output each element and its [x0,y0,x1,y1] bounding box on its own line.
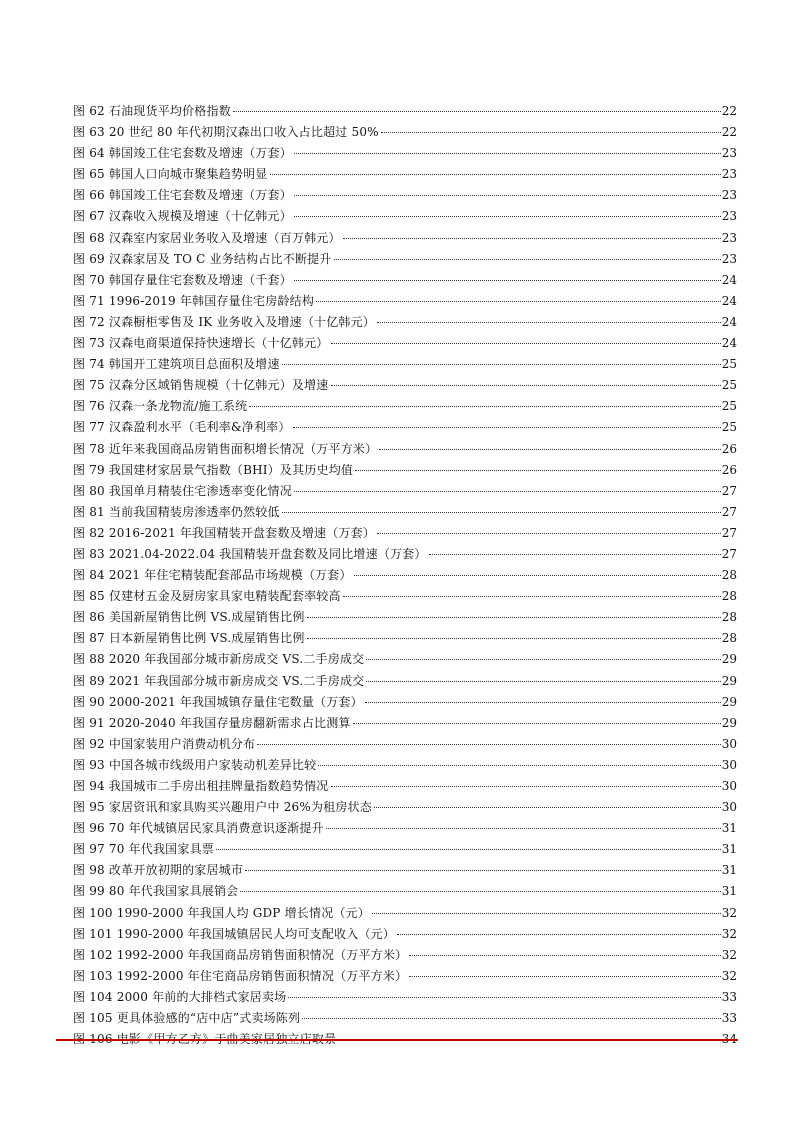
dot-leader [377,533,721,534]
toc-entry-page: 24 [721,336,737,351]
toc-entry-label: 图 106 电影《甲方乙方》于曲美家居独立店取景 [73,1032,337,1047]
dot-leader [302,1018,721,1019]
toc-entry[interactable] [73,713,737,734]
toc-entry-label: 图 66 韩国竣工住宅套数及增速（万套） [73,188,292,203]
dot-leader [355,470,721,471]
toc-entry-label: 图 98 改革开放初期的家居城市 [73,863,244,878]
toc-entry-page: 28 [721,610,737,625]
toc-entry-label: 图 65 韩国人口向城市聚集趋势明显 [73,167,268,182]
dot-leader [294,216,721,217]
toc-entry-page: 29 [721,715,737,730]
toc-entry-label: 图 73 汉森电商渠道保持快速增长（十亿韩元） [73,336,329,351]
toc-entry-label: 图 81 当前我国精装房渗透率仍然较低 [73,504,280,519]
dot-leader [331,385,721,386]
toc-entry-label: 图 64 韩国竣工住宅套数及增速（万套） [73,146,292,161]
toc-entry[interactable] [73,565,737,586]
dot-leader [293,427,721,428]
dot-leader [326,828,721,829]
toc-entry[interactable] [73,649,737,670]
toc-entry-label: 图 68 汉森室内家居业务收入及增速（百万韩元） [73,230,341,245]
toc-entry-page: 27 [721,483,737,498]
dot-leader [288,997,720,998]
dot-leader [249,406,720,407]
toc-entry[interactable] [73,881,737,902]
toc-entry-page: 27 [721,546,737,561]
toc-entry[interactable] [73,396,737,417]
toc-entry[interactable] [73,586,737,607]
toc-entry-page: 30 [721,757,737,772]
toc-entry[interactable] [73,249,737,270]
dot-leader [377,322,721,323]
toc-entry[interactable] [73,206,737,227]
toc-entry-page: 23 [721,251,737,266]
dot-leader [270,174,721,175]
toc-entry-page: 26 [721,462,737,477]
dot-leader [365,702,721,703]
toc-entry[interactable] [73,903,737,924]
dot-leader [372,913,721,914]
toc-entry[interactable] [73,185,737,206]
toc-entry-label: 图 83 2021.04-2022.04 我国精装开盘套数及同比增速（万套） [73,546,427,561]
dot-leader [233,111,721,112]
toc-entry[interactable] [73,1008,737,1029]
toc-entry[interactable] [73,839,737,860]
toc-entry[interactable] [73,101,737,122]
dot-leader [331,343,721,344]
toc-entry[interactable] [73,860,737,881]
toc-entry-label: 图 67 汉森收入规模及增速（十亿韩元） [73,209,292,224]
toc-entry-page: 22 [721,125,737,140]
bottom-rule [56,1039,738,1041]
toc-entry[interactable] [73,671,737,692]
dot-leader [282,512,721,513]
toc-entry-label: 图 90 2000-2021 年我国城镇存量住宅数量（万套） [73,694,363,709]
toc-entry-label: 图 102 1992-2000 年我国商品房销售面积情况（万平方米） [73,947,408,962]
toc-entry-label: 图 88 2020 年我国部分城市新房成交 VS.二手房成交 [73,652,365,667]
toc-entry[interactable] [73,354,737,375]
toc-entry-page: 30 [721,779,737,793]
toc-entry-page: 27 [721,504,737,519]
toc-entry-label: 图 105 更具体验感的“店中店”式卖场陈列 [73,1011,301,1026]
toc-entry-label: 图 80 我国单月精装住宅渗透率变化情况 [73,483,292,498]
toc-entry-page: 28 [721,631,737,646]
toc-entry-page: 34 [721,1032,737,1047]
toc-entry-label: 图 104 2000 年前的大排档式家居卖场 [73,989,287,1004]
toc-entry-label: 图 82 2016-2021 年我国精装开盘套数及增速（万套） [73,525,376,540]
toc-entry[interactable] [73,417,737,438]
toc-entry-page: 29 [721,694,737,709]
toc-entry-label: 图 94 我国城市二手房出租挂牌量指数趋势情况 [73,779,329,793]
dot-leader [294,280,721,281]
toc-entry-label: 图 93 中国各城市线级用户家装动机差异比较 [73,757,317,772]
dot-leader [334,259,721,260]
toc-entry[interactable] [73,607,737,628]
toc-entry-page: 24 [721,314,737,329]
dot-leader [318,765,720,766]
toc-entry-label: 图 86 美国新屋销售比例 VS.成屋销售比例 [73,610,305,625]
toc-entry[interactable] [73,544,737,565]
toc-entry[interactable] [73,164,737,185]
toc-entry-page: 25 [721,357,737,372]
toc-entry-label: 图 103 1992-2000 年住宅商品房销售面积情况（万平方米） [73,968,408,983]
toc-entry-page: 30 [721,800,737,815]
toc-entry[interactable] [73,734,737,755]
toc-entry-label: 图 71 1996-2019 年韩国存量住宅房龄结构 [73,293,315,308]
toc-entry[interactable] [73,460,737,481]
toc-entry-page: 32 [721,926,737,941]
dot-leader [343,238,721,239]
toc-entry-label: 图 99 80 年代我国家具展销会 [73,884,239,899]
toc-entry[interactable] [73,333,737,354]
toc-entry-page: 23 [721,188,737,203]
dot-leader [366,681,720,682]
dot-leader [366,659,720,660]
toc-entry-page: 29 [721,652,737,667]
dot-leader [429,554,721,555]
dot-leader [294,153,721,154]
dot-leader [294,195,721,196]
dot-leader [353,723,721,724]
toc-entry-page: 24 [721,293,737,308]
toc-entry-page: 23 [721,230,737,245]
dot-leader [331,786,721,787]
toc-entry-page: 27 [721,525,737,540]
toc-entry[interactable] [73,523,737,544]
toc-entry-page: 31 [721,863,737,878]
toc-entry-page: 32 [721,968,737,983]
toc-entry[interactable] [73,797,737,818]
toc-entry[interactable] [73,502,737,523]
toc-entry[interactable] [73,439,737,460]
toc-entry-page: 24 [721,272,737,287]
toc-entry[interactable] [73,987,737,1008]
toc-entry[interactable] [73,122,737,143]
dot-leader [294,491,721,492]
toc-entry-label: 图 74 韩国开工建筑项目总面积及增速 [73,357,280,372]
toc-entry-page: 25 [721,399,737,414]
dot-leader [282,364,721,365]
toc-entry-page: 28 [721,568,737,583]
toc-entry-page: 29 [721,673,737,688]
toc-entry-label: 图 70 韩国存量住宅套数及增速（千套） [73,272,292,287]
dot-leader [374,807,721,808]
dot-leader [307,638,721,639]
dot-leader [316,301,721,302]
dot-leader [397,934,721,935]
toc-entry-page: 32 [721,905,737,920]
toc-entry-page: 31 [721,884,737,899]
toc-entry-label: 图 75 汉森分区域销售规模（十亿韩元）及增速 [73,378,329,393]
dot-leader [343,596,721,597]
toc-entry[interactable] [73,924,737,945]
dot-leader [409,955,720,956]
toc-entry[interactable] [73,628,737,649]
dot-leader [354,575,721,576]
dot-leader [216,849,721,850]
toc-entry-page: 32 [721,947,737,962]
toc-entry-page: 26 [721,441,737,456]
dot-leader [245,870,721,871]
toc-entry-label: 图 89 2021 年我国部分城市新房成交 VS.二手房成交 [73,673,365,688]
toc-entry[interactable] [73,692,737,713]
toc-entry-page: 22 [721,104,737,118]
toc-entry-page: 31 [721,842,737,857]
toc-entry-label: 图 97 70 年代我国家具票 [73,842,214,857]
toc-entry[interactable] [73,228,737,249]
toc-entry-label: 图 95 家居资讯和家具购买兴趣用户中 26%为租房状态 [73,800,372,815]
toc-entry[interactable] [73,818,737,839]
dot-leader [257,744,720,745]
dot-leader [307,617,721,618]
toc-entry-page: 33 [721,989,737,1004]
toc-entry-label: 图 84 2021 年住宅精装配套部品市场规模（万套） [73,568,352,583]
toc-entry-label: 图 72 汉森橱柜零售及 IK 业务收入及增速（十亿韩元） [73,314,376,329]
toc-entry-label: 图 91 2020-2040 年我国存量房翻新需求占比测算 [73,715,351,730]
toc-entry-label: 图 79 我国建材家居景气指数（BHI）及其历史均值 [73,462,354,477]
toc-entry-label: 图 62 石油现货平均价格指数 [73,104,231,118]
toc-entry-label: 图 69 汉森家居及 TO C 业务结构占比不断提升 [73,251,332,266]
toc-entry-label: 图 78 近年来我国商品房销售面积增长情况（万平方米） [73,441,378,456]
dot-leader [379,449,720,450]
toc-entry-page: 33 [721,1011,737,1026]
toc-entry-label: 图 77 汉森盈利水平（毛利率&净利率） [73,420,291,435]
toc-entry[interactable] [73,755,737,776]
toc-entry[interactable] [73,291,737,312]
toc-entry-page: 30 [721,736,737,751]
toc-entry[interactable] [73,481,737,502]
toc-entry-page: 25 [721,378,737,393]
toc-entry[interactable] [73,270,737,291]
toc-entry-page: 23 [721,167,737,182]
dot-leader [240,891,720,892]
toc-entry[interactable] [73,143,737,164]
toc-entry-page: 25 [721,420,737,435]
figure-list [73,101,737,1050]
toc-entry-label: 图 87 日本新屋销售比例 VS.成屋销售比例 [73,631,305,646]
dot-leader [381,132,721,133]
toc-entry-label: 图 76 汉森一条龙物流/施工系统 [73,399,248,414]
toc-entry-label: 图 100 1990-2000 年我国人均 GDP 增长情况（元） [73,905,370,920]
toc-entry[interactable] [73,966,737,987]
toc-entry[interactable] [73,945,737,966]
dot-leader [409,976,720,977]
toc-entry-page: 31 [721,821,737,836]
toc-entry-label: 图 92 中国家装用户消费动机分布 [73,736,256,751]
toc-entry-page: 23 [721,209,737,224]
toc-entry-label: 图 96 70 年代城镇居民家具消费意识逐渐提升 [73,821,324,836]
toc-entry-page: 28 [721,589,737,604]
toc-entry-page: 23 [721,146,737,161]
toc-entry-label: 图 101 1990-2000 年我国城镇居民人均可支配收入（元） [73,926,396,941]
toc-entry-label: 图 63 20 世纪 80 年代初期汉森出口收入占比超过 50% [73,125,379,140]
toc-entry[interactable] [73,776,737,797]
toc-entry-label: 图 85 仅建材五金及厨房家具家电精装配套率较高 [73,589,341,604]
toc-entry[interactable] [73,375,737,396]
toc-entry[interactable] [73,312,737,333]
